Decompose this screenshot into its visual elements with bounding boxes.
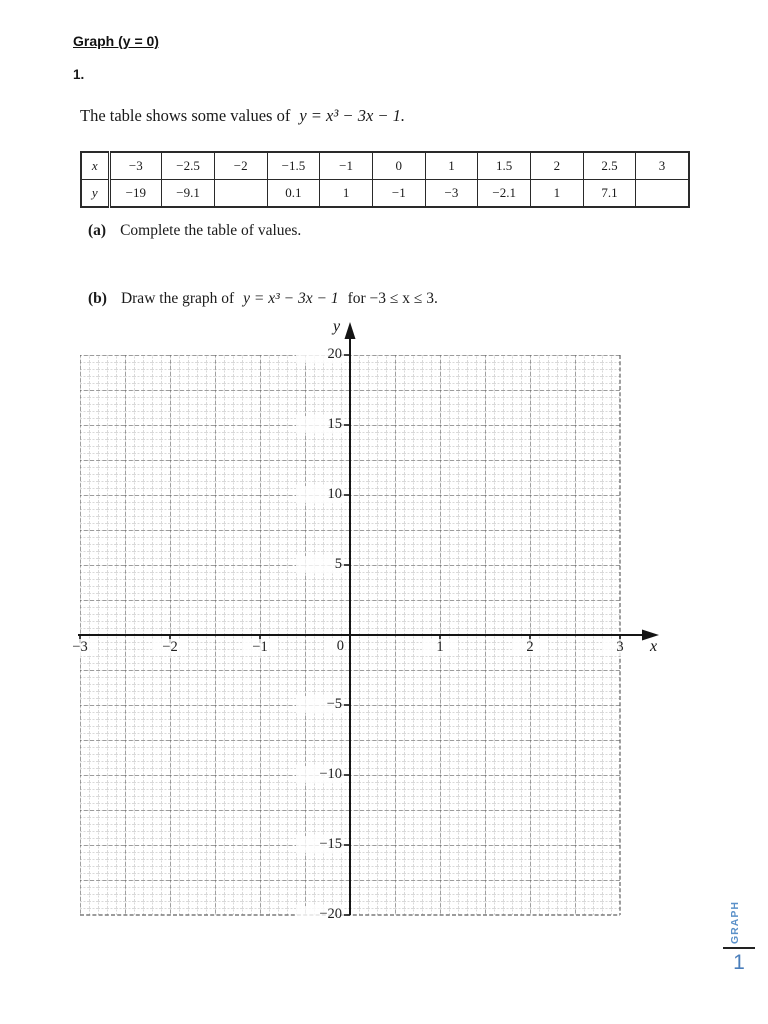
x-tick-label: −1	[242, 639, 278, 656]
table-row-x	[81, 152, 689, 180]
table-cell: 0	[372, 152, 425, 180]
table-cell: 1	[531, 180, 584, 208]
part-a-label: (a)	[88, 222, 107, 239]
y-tick-label: 10	[296, 486, 344, 503]
table-cell: 1.5	[478, 152, 531, 180]
table-cell: −1	[320, 152, 373, 180]
table-cell: −19	[109, 180, 162, 208]
table-cell: −2.1	[478, 180, 531, 208]
table-cell: −9.1	[162, 180, 215, 208]
x-tick-label: 3	[602, 639, 638, 656]
y-tick-label: −15	[296, 836, 344, 853]
y-tick-label: 20	[296, 346, 344, 363]
graph-grid	[60, 318, 685, 950]
intro-equation: y = x³ − 3x − 1.	[299, 106, 406, 125]
x-tick-label: 1	[422, 639, 458, 656]
part-b	[88, 290, 438, 308]
question-number: 1.	[73, 67, 85, 82]
part-a-text: Complete the table of values.	[120, 222, 302, 239]
row-header-y: y	[81, 180, 109, 208]
values-table	[80, 151, 690, 208]
y-tick-label: −10	[296, 766, 344, 783]
table-row-y	[81, 180, 689, 208]
table-cell: −2.5	[162, 152, 215, 180]
table-cell: −1.5	[267, 152, 320, 180]
footer-divider	[723, 947, 755, 949]
table-cell: −1	[372, 180, 425, 208]
intro-prefix: The table shows some values of	[80, 106, 291, 125]
table-cell-empty	[214, 180, 267, 208]
x-tick-label: −3	[62, 639, 98, 656]
y-axis-arrow-icon	[345, 322, 356, 339]
page-title: Graph (y = 0)	[73, 33, 159, 49]
y-tick-label: −20	[296, 906, 344, 923]
x-tick-label: 2	[512, 639, 548, 656]
x-tick-label: −2	[152, 639, 188, 656]
graph-area	[60, 318, 685, 950]
part-b-text: Draw the graph of	[120, 290, 235, 307]
table-cell: 7.1	[583, 180, 636, 208]
y-axis-letter: y	[333, 318, 341, 335]
y-tick-label: −5	[296, 696, 344, 713]
page-number: 1	[733, 951, 745, 974]
part-b-equation: y = x³ − 3x − 1	[243, 290, 339, 307]
table-cell: 2	[531, 152, 584, 180]
sidebar-graph-label: GRAPH	[729, 901, 741, 944]
table-cell: 2.5	[583, 152, 636, 180]
x-axis-letter: x	[650, 638, 658, 655]
row-header-x: x	[81, 152, 109, 180]
origin-label: 0	[324, 638, 344, 655]
y-tick-label: 5	[296, 556, 344, 573]
table-cell: 3	[636, 152, 689, 180]
table-cell: −3	[109, 152, 162, 180]
table-cell-empty	[636, 180, 689, 208]
intro-sentence	[80, 106, 405, 126]
part-a	[88, 222, 301, 240]
table-cell: −2	[214, 152, 267, 180]
table-cell: 1	[425, 152, 478, 180]
y-tick-label: 15	[296, 416, 344, 433]
part-b-condition: for −3 ≤ x ≤ 3.	[347, 290, 438, 307]
table-cell: 1	[320, 180, 373, 208]
table-cell: −3	[425, 180, 478, 208]
part-b-label: (b)	[88, 290, 107, 307]
table-cell: 0.1	[267, 180, 320, 208]
